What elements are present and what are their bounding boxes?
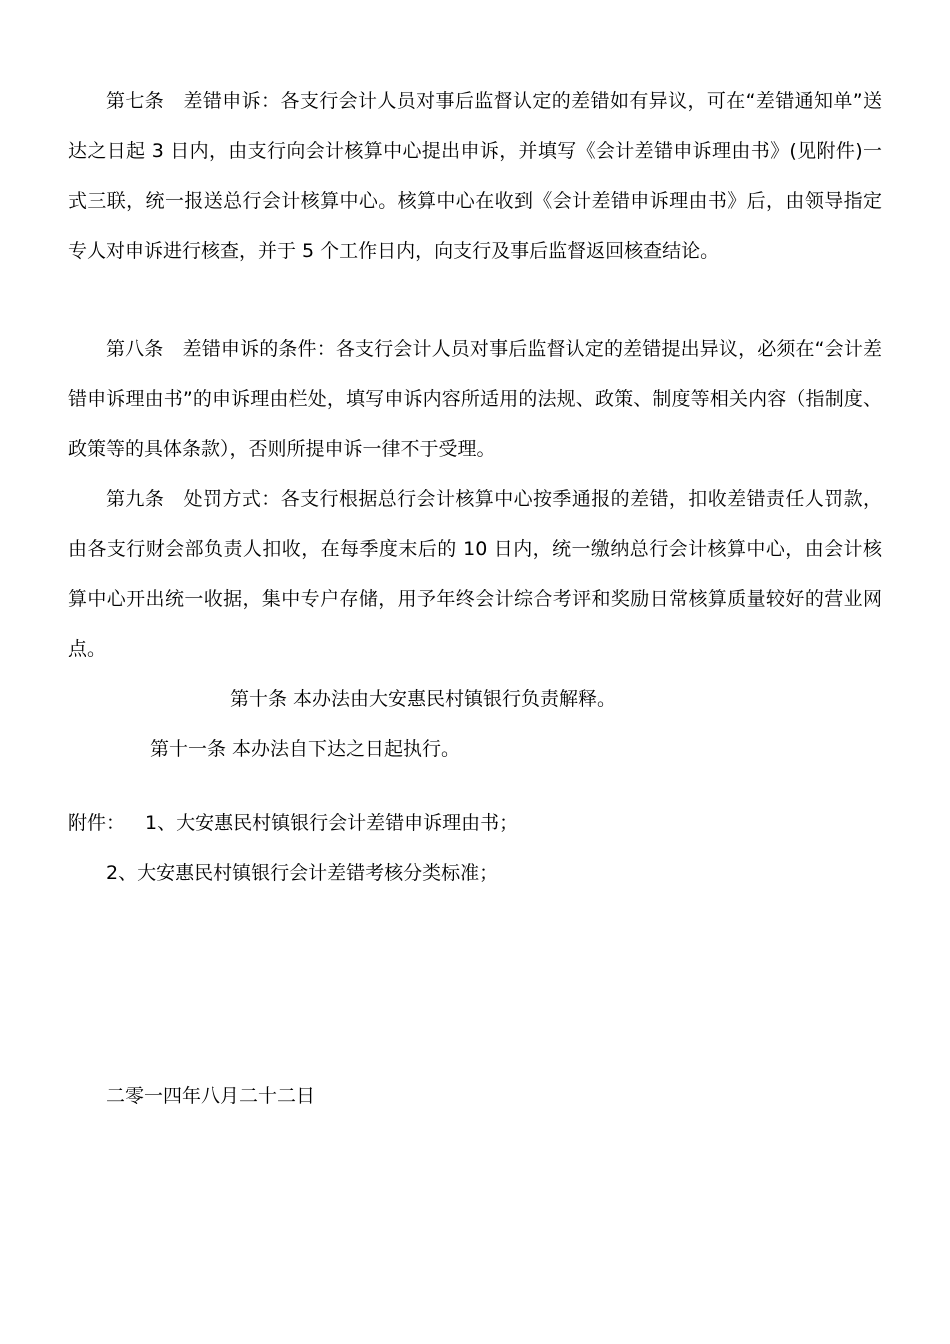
article-7: 第七条 差错申诉：各支行会计人员对事后监督认定的差错如有异议，可在“差错通知单”送达之日起 3 日内，由支行向会计核算中心提出申诉，并填写《会计差错申诉理由书》(见附件)一式三联，统一报送总行会计核算中心。核算中心在收到《会计差错申诉理由书》后，由领导指定专人对申诉进行核查，并于 5 个工作日内，向支行及事后监督返回核查结论。 xyxy=(68,90,882,262)
article-8: 第八条 差错申诉的条件：各支行会计人员对事后监督认定的差错提出异议，必须在“会计差错申诉理由书”的申诉理由栏处，填写申诉内容所适用的法规、政策、制度等相关内容（指制度、政策等的具体条款），否则所提申诉一律不于受理。 xyxy=(68,338,882,460)
document-date: 二零一四年八月二十二日 xyxy=(106,1085,316,1107)
attachment-item-2: 2、大安惠民村镇银行会计差错考核分类标准； xyxy=(106,862,499,884)
attachment-item-1: 1、大安惠民村镇银行会计差错申诉理由书； xyxy=(145,812,519,834)
article-10: 第十条 本办法由大安惠民村镇银行负责解释。 xyxy=(230,688,617,710)
article-9: 第九条 处罚方式：各支行根据总行会计核算中心按季通报的差错，扣收差错责任人罚款，由各支行财会部负责人扣收，在每季度末后的 10 日内，统一缴纳总行会计核算中心，由会计核算中心开出统一收据，集中专户存储，用予年终会计综合考评和奖励日常核算质量较好的营业网点。 xyxy=(68,488,882,660)
attachments-label: 附件： xyxy=(68,812,126,834)
article-11: 第十一条 本办法自下达之日起执行。 xyxy=(150,738,461,760)
